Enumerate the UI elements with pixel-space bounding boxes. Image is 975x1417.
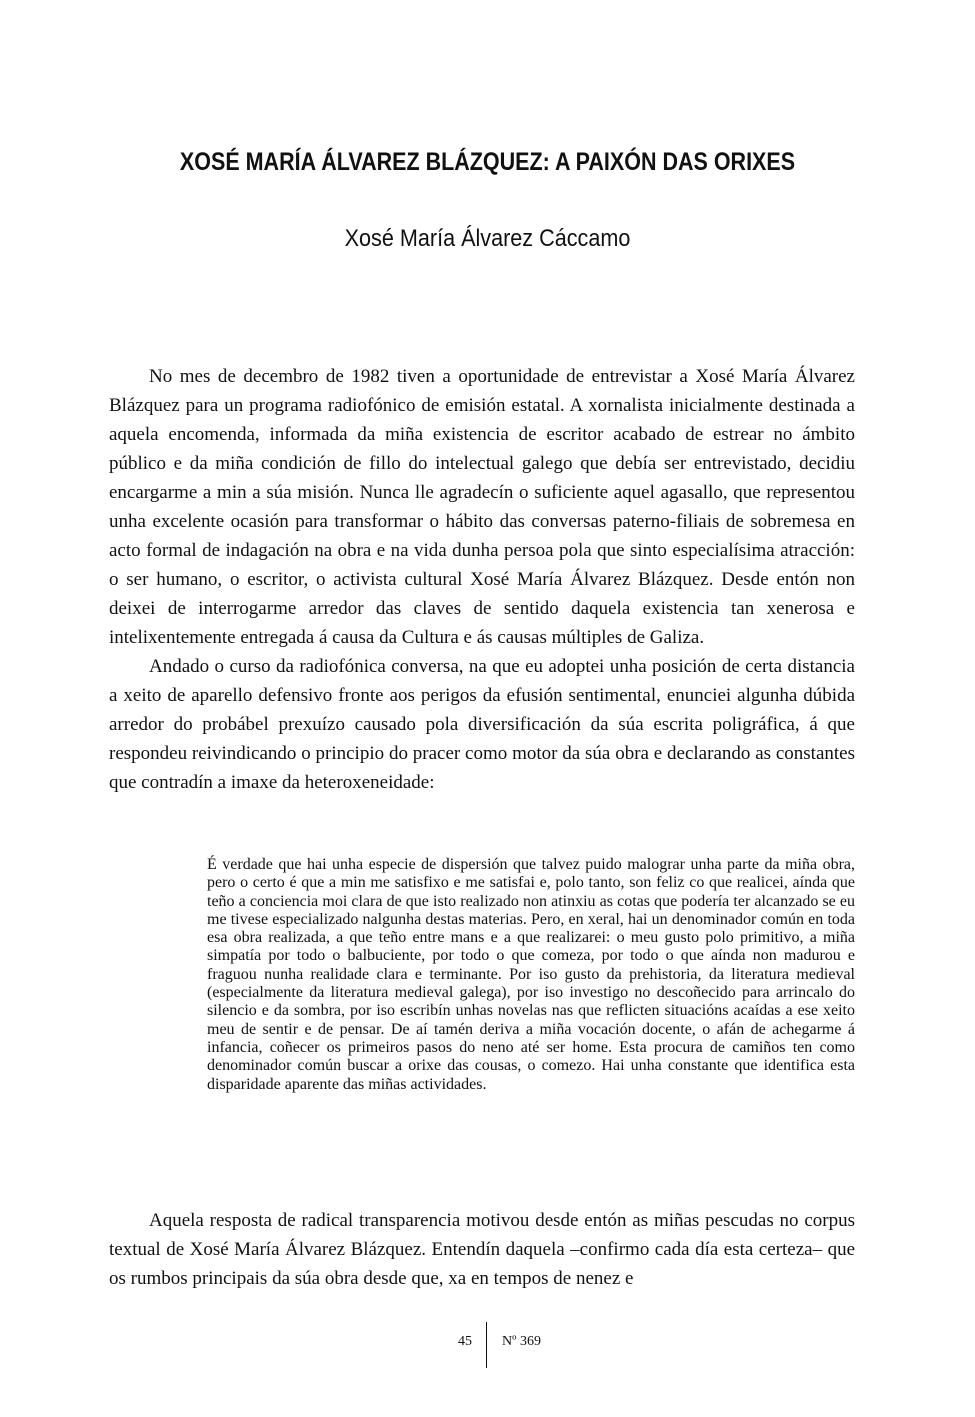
- body-paragraph-3: Aquela resposta de radical transparencia motivou desde entón as miñas pescudas no corpus textual de Xosé María Álvarez Blázquez. Entendín daquela –confirmo cada día esta certeza– que os rumbos principais da súa obra desde que, xa en tempos de nenez e: [109, 1210, 855, 1289]
- page-number: 45: [458, 1334, 472, 1349]
- block-quote: [207, 856, 855, 1094]
- body-paragraph-1: No mes de decembro de 1982 tiven a oportunidade de entrevistar a Xosé María Álvarez Blázquez para un programa radiofónico de emisión estatal. A xornalista inicialmente destinada a aquela encomenda, informada da miña existencia de escritor acabado de estrear no ámbito público e da miña condición de fillo do intelectual galego que debía ser entrevistado, decidiu encargarme a min a súa misión. Nunca lle agradecín o suficiente aquel agasallo, que representou unha excelente ocasión para transformar o hábito das conversas paterno-filiais de sobremesa en acto formal de indagación na obra e na vida dunha persoa pola que sinto especialísima atracción: o ser humano, o escritor, o activista cultural Xosé María Álvarez Blázquez. Desde entón non deixei de interrogarme arredor das claves de sentido daquela existencia tan xenerosa e intelixentemente entregada á causa da Cultura e ás causas múltiples de Galiza.: [109, 366, 855, 648]
- body-text-lower: [109, 1206, 855, 1293]
- body-paragraph-2: Andado o curso da radiofónica conversa, na que eu adoptei unha posición de certa distancia a xeito de aparello defensivo fronte aos perigos da efusión sentimental, enunciei algunha dúbida arredor do probábel prexuízo causado pola diversificación da súa escrita poligráfica, á que respondeu reivindicando o principio do pracer como motor da súa obra e declarando as constantes que contradín a imaxe da heteroxeneidade:: [109, 656, 855, 793]
- body-text-upper: [109, 362, 855, 797]
- article-title: XOSÉ MARÍA ÁLVAREZ BLÁZQUEZ: A PAIXÓN DAS ORIXES: [179, 148, 796, 176]
- footer-divider: [486, 1322, 487, 1368]
- page-footer: [0, 1322, 975, 1368]
- issue-number: Nº 369: [502, 1334, 541, 1349]
- block-quote-text: É verdade que hai unha especie de dispersión que talvez puido malograr unha parte da miña obra, pero o certo é que a min me satisfixo e me satisfai e, polo tanto, son feliz co que realicei, aínda que teño a conciencia moi clara de que isto realizado non atinxiu as cotas que podería ter alcanzado se eu me tivese especializado nalgunha destas materias. Pero, en xeral, hai un denominador común en toda esa obra realizada, a que teño entre mans e a que realizarei: o meu gusto polo primitivo, a miña simpatía por todo o balbuciente, por todo o que comeza, por todo o que aínda non madurou e fraguou nunha realidade clara e terminante. Por iso gusto da prehistoria, da literatura medieval (especialmente da literatura medieval galega), por iso investigo no descoñecido para arrincalo do silencio e da sombra, por iso escribín unhas novelas nas que reflicten situacións acaídas a ese xeito meu de sentir e de pensar. De aí tamén deriva a miña vocación docente, o afán de achegarme á infancia, coñecer os primeiros pasos do neno até ser home. Esta procura de camiños ten como denominador común buscar a orixe das cousas, o comezo. Hai unha constante que identifica esta disparidade aparente das miñas actividades.: [207, 856, 855, 1093]
- article-author: Xosé María Álvarez Cáccamo: [344, 225, 631, 252]
